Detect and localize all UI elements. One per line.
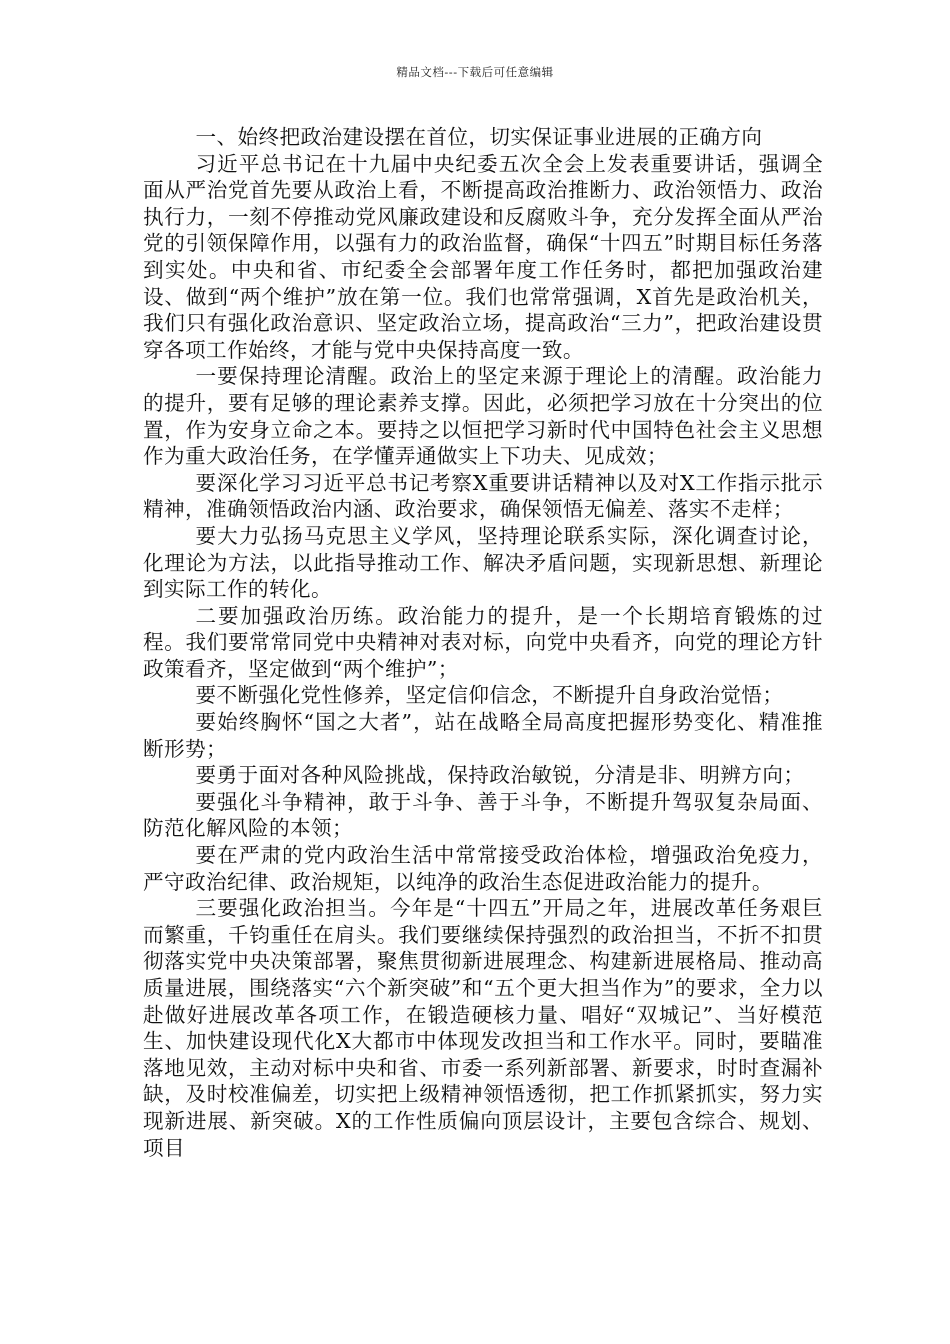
paragraph: 要在严肃的党内政治生活中常常接受政治体检，增强政治免疫力，严守政治纪律、政治规矩，以纯净的政治生态促进政治能力的提升。 <box>143 843 823 894</box>
document-body <box>143 124 823 1161</box>
paragraph: 三要强化政治担当。今年是“十四五”开局之年，进展改革任务艰巨而繁重，千钧重任在肩头。我们要继续保持强烈的政治担当，不折不扣贯彻落实党中央决策部署，聚焦贯彻新进展理念、构建新进展格局、推动高质量进展，围绕落实“六个新突破”和“五个更大担当作为”的要求，全力以赴做好进展改革各项工作，在锻造硬核力量、唱好“双城记”、当好模范生、加快建设现代化X大都市中体现发改担当和工作水平。同时，要瞄准落地见效，主动对标中央和省、市委一系列新部署、新要求，时时查漏补缺，及时校准偏差，切实把上级精神领悟透彻，把工作抓紧抓实，努力实现新进展、新突破。X的工作性质偏向顶层设计，主要包含综合、规划、项目 <box>143 896 823 1160</box>
paragraph: 要勇于面对各种风险挑战，保持政治敏锐，分清是非、明辨方向； <box>195 763 805 788</box>
page-header: 精品文档---下载后可任意编辑 <box>396 65 554 79</box>
section-heading: 一、始终把政治建设摆在首位，切实保证事业进展的正确方向 <box>195 125 763 149</box>
paragraph: 习近平总书记在十九届中央纪委五次全会上发表重要讲话，强调全面从严治党首先要从政治上看，不断提高政治推断力、政治领悟力、政治执行力，一刻不停推动党风廉政建设和反腐败斗争，充分发挥全面从严治党的引领保障作用，以强有力的政治监督，确保“十四五”时期目标任务落到实处。中央和省、市纪委全会部署年度工作任务时，都把加强政治建设、做到“两个维护”放在第一位。我们也常常强调，X首先是政治机关，我们只有强化政治意识、坚定政治立场，提高政治“三力”，把政治建设贯穿各项工作始终，才能与党中央保持高度一致。 <box>143 151 823 362</box>
paragraph: 要大力弘扬马克思主义学风，坚持理论联系实际，深化调查讨论，化理论为方法，以此指导推动工作、解决矛盾问题，实现新思想、新理论到实际工作的转化。 <box>143 523 823 602</box>
paragraph: 要强化斗争精神，敢于斗争、善于斗争，不断提升驾驭复杂局面、防范化解风险的本领； <box>143 789 823 841</box>
paragraph: 要深化学习习近平总书记考察X重要讲话精神以及对X工作指示批示精神，准确领悟政治内涵、政治要求，确保领悟无偏差、落实不走样； <box>143 470 823 522</box>
paragraph: 要不断强化党性修养，坚定信仰信念，不断提升自身政治觉悟； <box>195 683 784 708</box>
paragraph: 二要加强政治历练。政治能力的提升，是一个长期培育锻炼的过程。我们要常常同党中央精神对表对标，向党中央看齐，向党的理论方针政策看齐，坚定做到“两个维护”； <box>143 603 823 681</box>
paragraph: 一要保持理论清醒。政治上的坚定来源于理论上的清醒。政治能力的提升，要有足够的理论素养支撑。因此，必须把学习放在十分突出的位置，作为安身立命之本。要持之以恒把学习新时代中国特色社会主义思想作为重大政治任务，在学懂弄通做实上下功夫、见成效； <box>143 364 823 469</box>
paragraph: 要始终胸怀“国之大者”，站在战略全局高度把握形势变化、精准推断形势； <box>143 710 823 761</box>
